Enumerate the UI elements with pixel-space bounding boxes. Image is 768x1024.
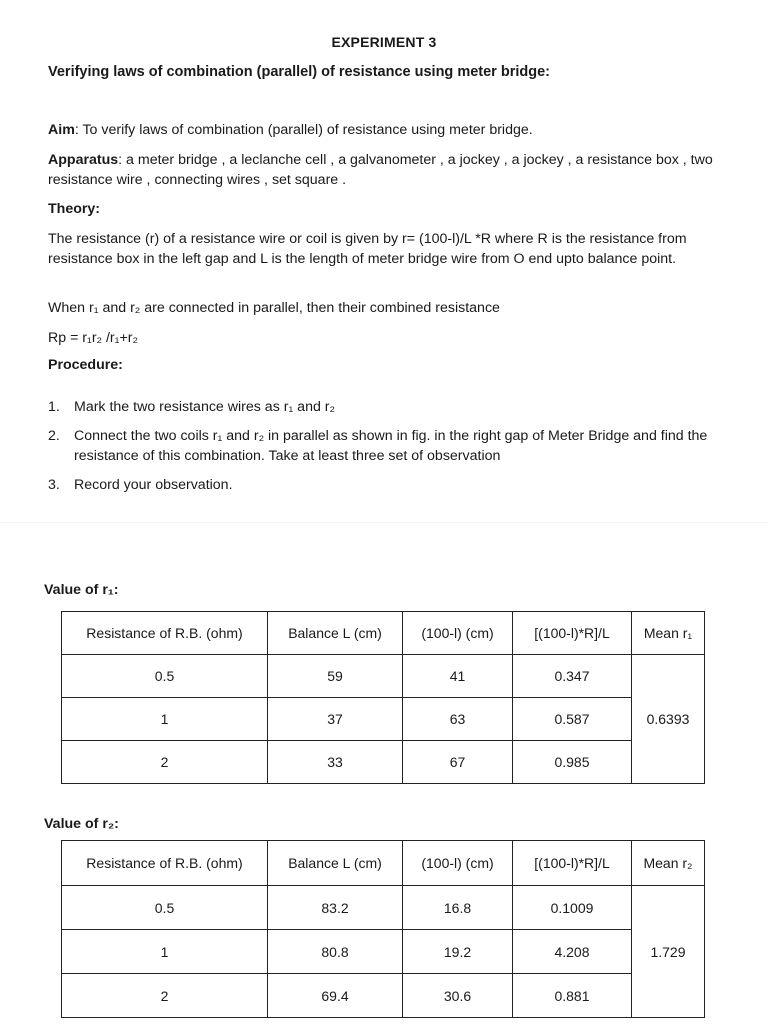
table-cell: 0.587 — [513, 698, 632, 741]
table-row — [62, 698, 705, 741]
table-row — [62, 655, 705, 698]
page-divider — [0, 522, 768, 523]
procedure-heading: Procedure: — [48, 357, 123, 373]
table-cell: 83.2 — [268, 886, 403, 930]
table-cell: 37 — [268, 698, 403, 741]
table-r2 — [61, 840, 705, 1018]
theory-heading: Theory: — [48, 201, 101, 217]
page-title: EXPERIMENT 3 — [331, 34, 437, 50]
header-cell: Balance L (cm) — [268, 841, 403, 886]
table-cell: 0.1009 — [513, 886, 632, 930]
table-cell: 1 — [62, 698, 268, 741]
table-cell: 80.8 — [268, 930, 403, 974]
header-cell: [(100-l)*R]/L — [513, 612, 632, 655]
table-cell: 59 — [268, 655, 403, 698]
table-cell: 0.5 — [62, 655, 268, 698]
header-cell: Resistance of R.B. (ohm) — [62, 841, 268, 886]
table-cell: 0.881 — [513, 974, 632, 1018]
procedure-step — [48, 397, 738, 417]
table-cell: 19.2 — [403, 930, 513, 974]
table-row — [62, 886, 705, 930]
table-cell: 1 — [62, 930, 268, 974]
table-cell: 63 — [403, 698, 513, 741]
mean-cell: 1.729 — [632, 886, 705, 1018]
header-cell: [(100-l)*R]/L — [513, 841, 632, 886]
header-cell: Mean r₁ — [632, 612, 705, 655]
table-r1-label: Value of r₁: — [44, 582, 119, 598]
apparatus-text: : a meter bridge , a leclanche cell , a galvanometer , a jockey , a jockey , a resistance box , two resistance wire , connecting wires , set square . — [48, 152, 713, 188]
table-header-row — [62, 841, 705, 886]
table-row — [62, 974, 705, 1018]
table-row — [62, 930, 705, 974]
header-cell: (100-l) (cm) — [403, 841, 513, 886]
table-cell: 0.347 — [513, 655, 632, 698]
table-cell: 16.8 — [403, 886, 513, 930]
header-cell: Mean r₂ — [632, 841, 705, 886]
aim-text: : To verify laws of combination (parallel) of resistance using meter bridge. — [74, 122, 533, 138]
step-number: 1. — [48, 399, 60, 415]
table-cell: 30.6 — [403, 974, 513, 1018]
procedure-step — [48, 475, 738, 495]
theory-paragraph: The resistance (r) of a resistance wire or coil is given by r= (100-l)/L *R where R is the resistance from resistance box in the left gap and L is the length of meter bridge wire from O end upto balance point. — [48, 231, 687, 267]
table-cell: 33 — [268, 741, 403, 784]
table-cell: 4.208 — [513, 930, 632, 974]
table-cell: 69.4 — [268, 974, 403, 1018]
table-header-row — [62, 612, 705, 655]
aim-label: Aim — [48, 122, 75, 138]
table-r2-label: Value of r₂: — [44, 816, 119, 832]
header-cell: Balance L (cm) — [268, 612, 403, 655]
table-cell: 2 — [62, 741, 268, 784]
step-text: Mark the two resistance wires as r₁ and r₂ — [74, 399, 336, 415]
mean-cell: 0.6393 — [632, 655, 705, 784]
step-text: Record your observation. — [74, 477, 233, 493]
table-row — [62, 741, 705, 784]
apparatus-label: Apparatus — [48, 152, 119, 168]
experiment-subtitle: Verifying laws of combination (parallel) of resistance using meter bridge: — [48, 64, 550, 80]
table-cell: 0.985 — [513, 741, 632, 784]
table-cell: 41 — [403, 655, 513, 698]
table-r1 — [61, 611, 705, 784]
header-cell: Resistance of R.B. (ohm) — [62, 612, 268, 655]
parallel-formula: Rp = r₁r₂ /r₁+r₂ — [48, 330, 138, 346]
table-cell: 2 — [62, 974, 268, 1018]
parallel-paragraph: When r₁ and r₂ are connected in parallel, then their combined resistance — [48, 300, 500, 316]
step-text: Connect the two coils r₁ and r₂ in parallel as shown in fig. in the right gap of Meter Bridge and find the resistance of this combination. Take at least three set of observation — [74, 428, 708, 464]
table-cell: 67 — [403, 741, 513, 784]
apparatus-paragraph — [48, 150, 738, 190]
procedure-step — [48, 426, 738, 466]
aim-paragraph — [48, 120, 738, 140]
step-number: 2. — [48, 428, 60, 444]
header-cell: (100-l) (cm) — [403, 612, 513, 655]
step-number: 3. — [48, 477, 60, 493]
table-cell: 0.5 — [62, 886, 268, 930]
